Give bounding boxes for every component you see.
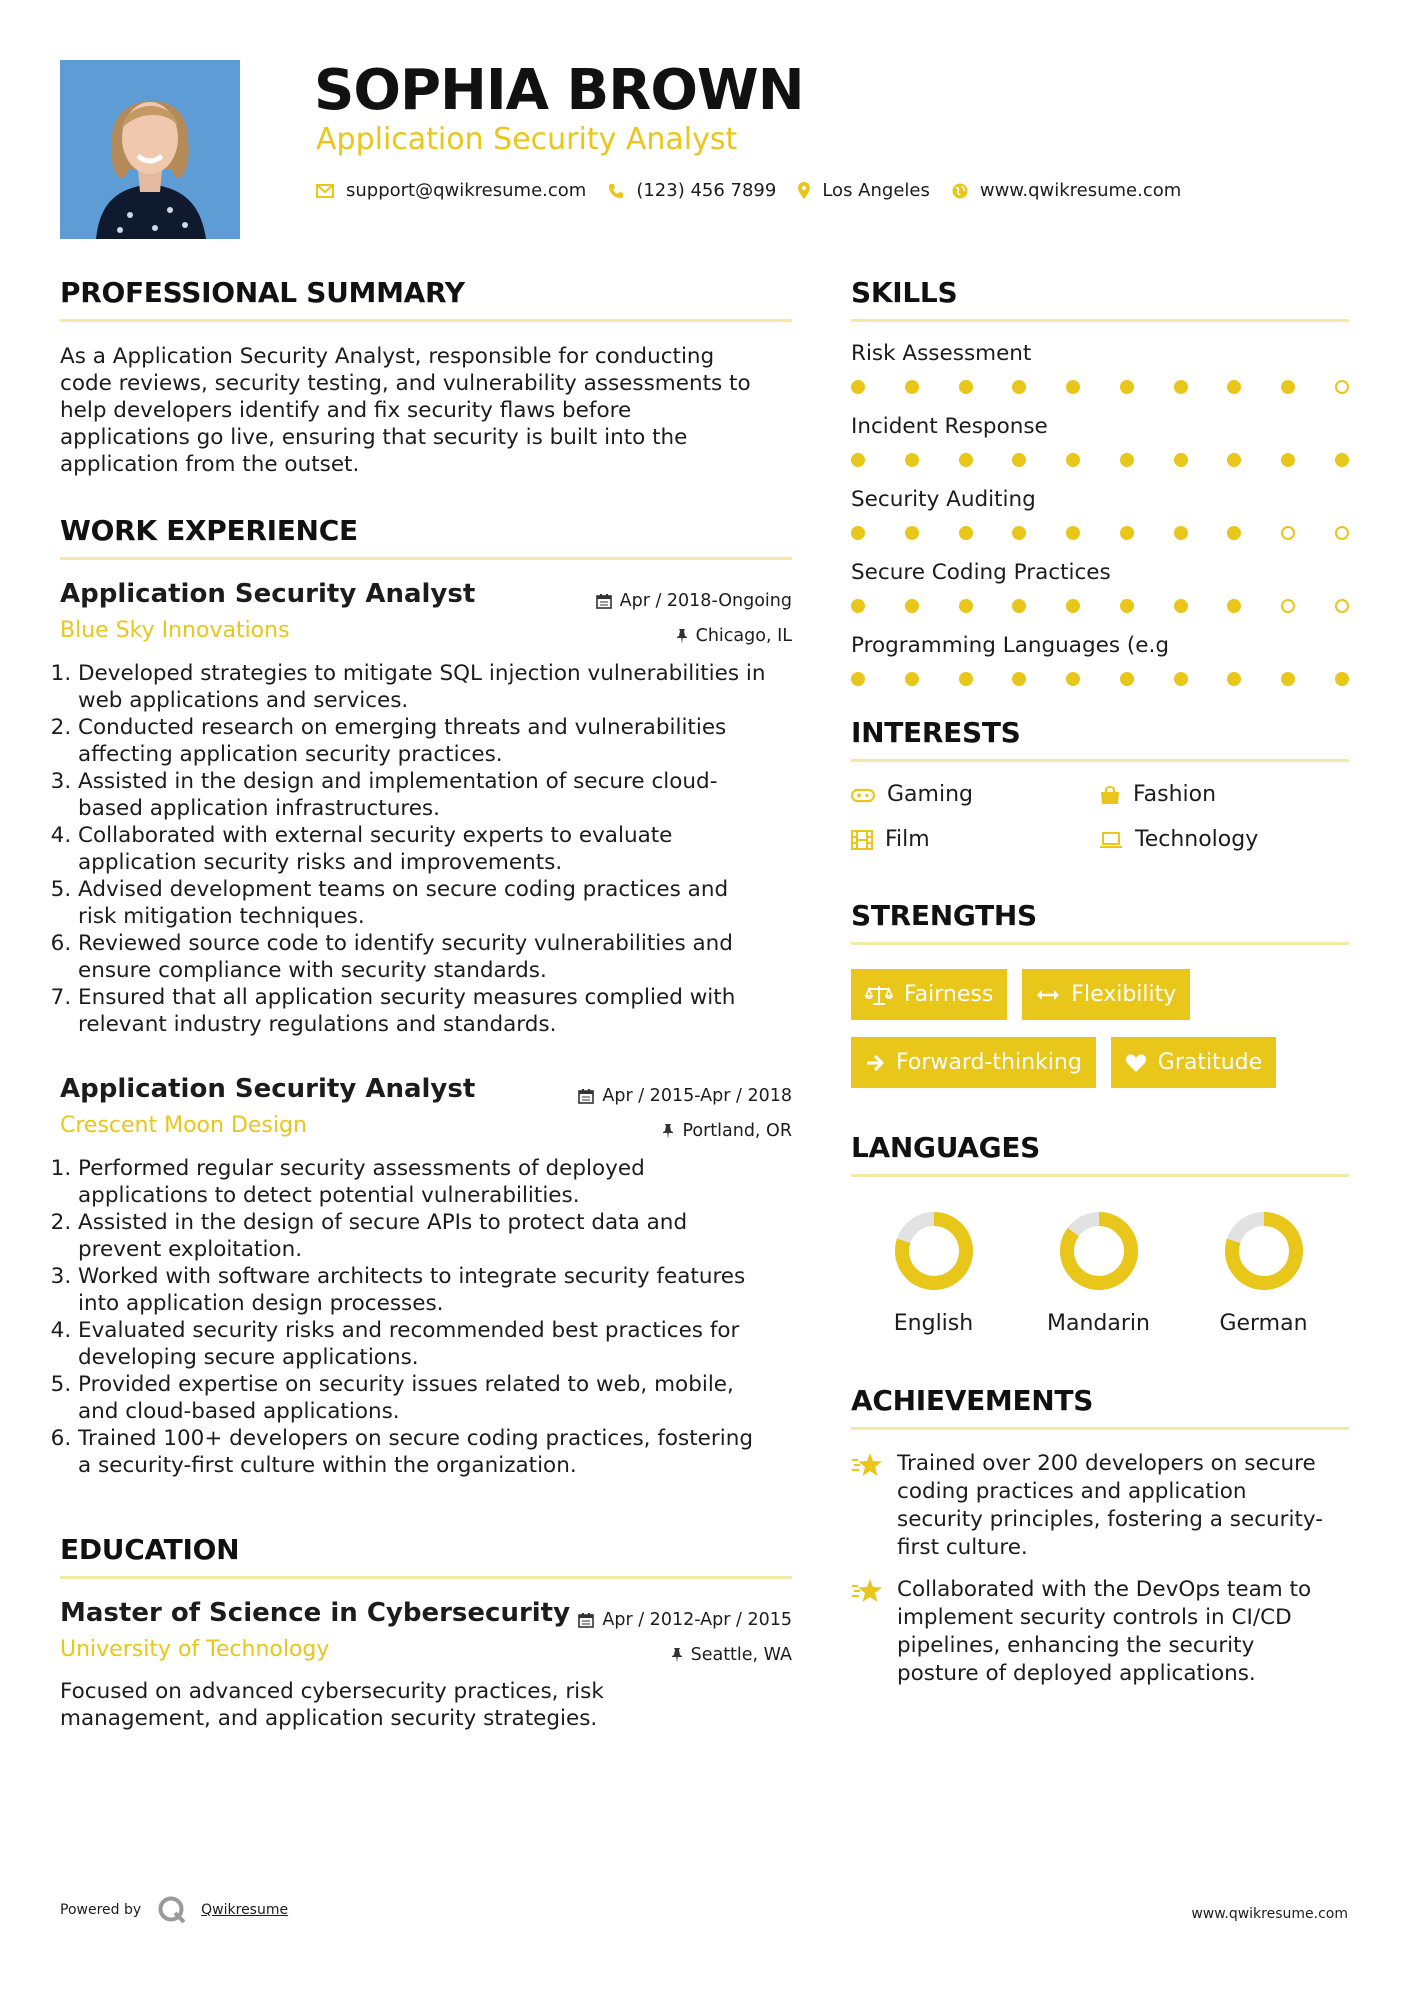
achievements-heading: ACHIEVEMENTS bbox=[851, 1384, 1094, 1417]
rating-dot-filled bbox=[1174, 672, 1188, 686]
star-icon bbox=[851, 1578, 883, 1604]
duty-line: Trained 100+ developers on secure coding practices, fostering bbox=[78, 1426, 753, 1451]
contact-location bbox=[798, 180, 930, 201]
job-location-text: Portland, OR bbox=[682, 1121, 792, 1141]
duty-line: developing secure applications. bbox=[78, 1345, 419, 1370]
achievement-line: Trained over 200 developers on secure bbox=[897, 1451, 1316, 1476]
strength-label: Flexibility bbox=[1071, 982, 1177, 1007]
duty-line: prevent exploitation. bbox=[78, 1237, 303, 1262]
degree-title: Master of Science in Cybersecurity bbox=[60, 1598, 571, 1628]
rating-dot-empty bbox=[1281, 526, 1295, 540]
list-item bbox=[78, 1425, 792, 1479]
interests-heading: INTERESTS bbox=[851, 716, 1021, 749]
achievement-line: Collaborated with the DevOps team to bbox=[897, 1577, 1312, 1602]
duty-line: into application design processes. bbox=[78, 1291, 444, 1316]
calendar-icon bbox=[596, 593, 612, 609]
rating-dot-filled bbox=[1066, 453, 1080, 467]
education-line: management, and application security strategies. bbox=[60, 1706, 598, 1731]
list-item bbox=[78, 1317, 792, 1371]
rating-dot-filled bbox=[1120, 672, 1134, 686]
candidate-title: Application Security Analyst bbox=[316, 122, 738, 157]
strength-tag bbox=[851, 969, 1007, 1020]
rating-dot-empty bbox=[1335, 380, 1349, 394]
school-name: University of Technology bbox=[60, 1637, 330, 1662]
rating-dot-filled bbox=[1066, 526, 1080, 540]
education-location-text: Seattle, WA bbox=[690, 1645, 792, 1665]
summary-line: As a Application Security Analyst, responsible for conducting bbox=[60, 344, 715, 369]
job-date bbox=[596, 591, 792, 611]
rating-dot-empty bbox=[1335, 599, 1349, 613]
section-divider bbox=[851, 319, 1349, 322]
contact-website[interactable] bbox=[952, 180, 1181, 201]
qwikresume-logo-icon bbox=[157, 1895, 187, 1925]
strength-label: Forward-thinking bbox=[896, 1050, 1082, 1075]
section-divider bbox=[851, 942, 1349, 945]
interest-label: Fashion bbox=[1133, 782, 1217, 807]
language-name: English bbox=[893, 1311, 974, 1336]
languages-section bbox=[851, 1131, 1349, 1336]
language-donut bbox=[1222, 1209, 1306, 1293]
list-item bbox=[78, 1263, 792, 1317]
job-title: Application Security Analyst bbox=[60, 1074, 476, 1104]
duty-line: Advised development teams on secure coding practices and bbox=[78, 877, 729, 902]
duty-line: applications to detect potential vulnerabilities. bbox=[78, 1183, 580, 1208]
summary-line: help developers identify and fix security flaws before bbox=[60, 398, 632, 423]
skill-name: Secure Coding Practices bbox=[851, 560, 1111, 585]
summary-section bbox=[60, 276, 792, 478]
contact-phone-text: (123) 456 7899 bbox=[636, 180, 777, 201]
duty-line: Worked with software architects to integrate security features bbox=[78, 1264, 746, 1289]
rating-dot-filled bbox=[1120, 526, 1134, 540]
skill-rating bbox=[851, 599, 1349, 613]
strength-tag bbox=[1111, 1037, 1276, 1088]
skill-item bbox=[851, 486, 1349, 540]
rating-dot-filled bbox=[1174, 453, 1188, 467]
summary-heading: PROFESSIONAL SUMMARY bbox=[60, 276, 465, 309]
pin-icon bbox=[676, 629, 688, 644]
skill-name: Programming Languages (e.g bbox=[851, 633, 1169, 658]
job-entry bbox=[60, 1074, 792, 1479]
job-location-text: Chicago, IL bbox=[695, 626, 792, 646]
rating-dot-filled bbox=[1120, 599, 1134, 613]
duty-line: Developed strategies to mitigate SQL injection vulnerabilities in bbox=[78, 661, 766, 686]
skill-item bbox=[851, 340, 1349, 394]
contact-website-text: www.qwikresume.com bbox=[979, 180, 1182, 201]
rating-dot-filled bbox=[1281, 380, 1295, 394]
rating-dot-filled bbox=[1281, 453, 1295, 467]
job-duties bbox=[60, 1155, 792, 1479]
strengths-section bbox=[851, 899, 1349, 1105]
languages-heading: LANGUAGES bbox=[851, 1131, 1041, 1164]
list-item bbox=[78, 822, 792, 876]
contact-bar bbox=[316, 180, 1203, 201]
job-company: Blue Sky Innovations bbox=[60, 618, 290, 643]
duty-line: Assisted in the design and implementation of secure cloud- bbox=[78, 769, 718, 794]
rating-dot-filled bbox=[959, 453, 973, 467]
rating-dot-filled bbox=[905, 599, 919, 613]
work-heading: WORK EXPERIENCE bbox=[60, 514, 358, 547]
achievement-line: posture of deployed applications. bbox=[897, 1661, 1256, 1686]
rating-dot-filled bbox=[1012, 526, 1026, 540]
rating-dot-empty bbox=[1281, 599, 1295, 613]
duty-line: Reviewed source code to identify security vulnerabilities and bbox=[78, 931, 733, 956]
contact-email-text: support@qwikresume.com bbox=[346, 180, 587, 201]
candidate-name: SOPHIA BROWN bbox=[314, 58, 804, 123]
duty-line: based application infrastructures. bbox=[78, 796, 440, 821]
calendar-icon bbox=[578, 1088, 594, 1104]
job-location bbox=[676, 626, 792, 646]
rating-dot-filled bbox=[1174, 526, 1188, 540]
achievement-line: security principles, fostering a security- bbox=[897, 1507, 1324, 1532]
rating-dot-filled bbox=[1227, 380, 1241, 394]
language-donut bbox=[892, 1209, 976, 1293]
rating-dot-filled bbox=[905, 526, 919, 540]
section-divider bbox=[60, 1576, 792, 1579]
rating-dot-filled bbox=[905, 380, 919, 394]
duty-line: a security-first culture within the organization. bbox=[78, 1453, 577, 1478]
balance-scale-icon bbox=[865, 984, 893, 1006]
envelope-icon bbox=[316, 184, 334, 198]
section-divider bbox=[60, 319, 792, 322]
duty-line: Conducted research on emerging threats and vulnerabilities bbox=[78, 715, 727, 740]
strength-tag bbox=[1022, 969, 1190, 1020]
rating-dot-filled bbox=[1227, 599, 1241, 613]
laptop-icon bbox=[1099, 831, 1123, 849]
map-marker-icon bbox=[798, 182, 810, 199]
interest-label: Gaming bbox=[887, 782, 973, 807]
education-section bbox=[60, 1533, 792, 1732]
duty-line: web applications and services. bbox=[78, 688, 409, 713]
language-donut bbox=[1057, 1209, 1141, 1293]
achievements-section bbox=[851, 1384, 1349, 1688]
rating-dot-filled bbox=[1227, 453, 1241, 467]
list-item bbox=[78, 660, 792, 714]
achievement-line: implement security controls in CI/CD bbox=[897, 1605, 1292, 1630]
duty-line: risk mitigation techniques. bbox=[78, 904, 365, 929]
rating-dot-filled bbox=[1174, 380, 1188, 394]
rating-dot-filled bbox=[1066, 380, 1080, 394]
summary-line: applications go live, ensuring that security is built into the bbox=[60, 425, 688, 450]
achievement-line: coding practices and application bbox=[897, 1479, 1247, 1504]
education-location bbox=[671, 1645, 792, 1665]
interests-section bbox=[851, 716, 1349, 852]
skill-name: Risk Assessment bbox=[851, 341, 1032, 366]
skill-name: Security Auditing bbox=[851, 487, 1036, 512]
skills-heading: SKILLS bbox=[851, 276, 958, 309]
list-item bbox=[78, 876, 792, 930]
skill-rating bbox=[851, 453, 1349, 467]
rating-dot-filled bbox=[905, 453, 919, 467]
achievement-item bbox=[851, 1450, 1349, 1562]
job-title: Application Security Analyst bbox=[60, 579, 476, 609]
interest-item bbox=[1099, 782, 1349, 807]
summary-line: application from the outset. bbox=[60, 452, 360, 477]
language-item bbox=[1016, 1209, 1181, 1336]
skill-rating bbox=[851, 526, 1349, 540]
list-item bbox=[78, 1155, 792, 1209]
contact-email[interactable] bbox=[316, 180, 586, 201]
skill-item bbox=[851, 632, 1349, 686]
job-location bbox=[662, 1121, 792, 1141]
pin-icon bbox=[671, 1648, 683, 1663]
language-item bbox=[851, 1209, 1016, 1336]
language-name: German bbox=[1219, 1311, 1308, 1336]
shopping-bag-icon bbox=[1099, 784, 1121, 806]
summary-line: code reviews, security testing, and vulnerability assessments to bbox=[60, 371, 751, 396]
right-column bbox=[851, 276, 1349, 1688]
rating-dot-filled bbox=[1120, 380, 1134, 394]
duty-line: Assisted in the design of secure APIs to protect data and bbox=[78, 1210, 688, 1235]
strengths-heading: STRENGTHS bbox=[851, 899, 1037, 932]
skill-name: Incident Response bbox=[851, 414, 1048, 439]
rating-dot-filled bbox=[851, 380, 865, 394]
interest-item bbox=[851, 782, 1099, 807]
achievement-line: first culture. bbox=[897, 1535, 1028, 1560]
arrow-right-icon bbox=[865, 1053, 885, 1073]
film-icon bbox=[851, 830, 873, 850]
duty-line: application security risks and improvements. bbox=[78, 850, 563, 875]
section-divider bbox=[851, 1427, 1349, 1430]
rating-dot-filled bbox=[1120, 453, 1134, 467]
skill-rating bbox=[851, 380, 1349, 394]
rating-dot-filled bbox=[1281, 672, 1295, 686]
interest-item bbox=[1099, 827, 1349, 852]
skills-section bbox=[851, 276, 1349, 686]
job-date bbox=[578, 1086, 792, 1106]
rating-dot-filled bbox=[959, 672, 973, 686]
education-date bbox=[578, 1610, 792, 1630]
duty-line: affecting application security practices. bbox=[78, 742, 503, 767]
list-item bbox=[78, 714, 792, 768]
rating-dot-filled bbox=[959, 526, 973, 540]
duty-line: ensure compliance with security standards. bbox=[78, 958, 547, 983]
strength-label: Fairness bbox=[904, 982, 994, 1007]
duty-line: relevant industry regulations and standards. bbox=[78, 1012, 557, 1037]
strength-tag bbox=[851, 1037, 1096, 1088]
list-item bbox=[78, 1209, 792, 1263]
duty-line: Performed regular security assessments of deployed bbox=[78, 1156, 645, 1181]
gamepad-icon bbox=[851, 787, 875, 803]
star-icon bbox=[851, 1452, 883, 1478]
education-date-text: Apr / 2012-Apr / 2015 bbox=[602, 1610, 792, 1630]
job-date-text: Apr / 2015-Apr / 2018 bbox=[602, 1086, 792, 1106]
profile-photo bbox=[60, 60, 240, 239]
duty-line: Ensured that all application security measures complied with bbox=[78, 985, 736, 1010]
rating-dot-filled bbox=[1335, 672, 1349, 686]
achievement-line: pipelines, enhancing the security bbox=[897, 1633, 1255, 1658]
skill-item bbox=[851, 559, 1349, 613]
list-item bbox=[78, 984, 792, 1038]
brand-link[interactable]: Qwikresume bbox=[201, 1902, 289, 1918]
section-divider bbox=[60, 557, 792, 560]
strength-label: Gratitude bbox=[1157, 1050, 1263, 1075]
interest-label: Technology bbox=[1135, 827, 1259, 852]
rating-dot-filled bbox=[959, 380, 973, 394]
rating-dot-filled bbox=[1227, 672, 1241, 686]
achievement-item bbox=[851, 1576, 1349, 1688]
rating-dot-filled bbox=[1012, 599, 1026, 613]
language-name: Mandarin bbox=[1047, 1311, 1150, 1336]
rating-dot-filled bbox=[1012, 380, 1026, 394]
footer-powered-by bbox=[60, 1895, 288, 1925]
rating-dot-filled bbox=[1174, 599, 1188, 613]
rating-dot-filled bbox=[1012, 453, 1026, 467]
pin-icon bbox=[662, 1124, 674, 1139]
job-entry bbox=[60, 579, 792, 1038]
phone-icon bbox=[608, 183, 624, 199]
rating-dot-filled bbox=[851, 672, 865, 686]
rating-dot-filled bbox=[1012, 672, 1026, 686]
rating-dot-filled bbox=[851, 599, 865, 613]
heart-icon bbox=[1125, 1053, 1147, 1073]
list-item bbox=[78, 768, 792, 822]
interest-label: Film bbox=[885, 827, 930, 852]
powered-by-label: Powered by bbox=[60, 1902, 142, 1918]
duty-line: and cloud-based applications. bbox=[78, 1399, 400, 1424]
rating-dot-filled bbox=[851, 526, 865, 540]
duty-line: Collaborated with external security experts to evaluate bbox=[78, 823, 673, 848]
education-entry bbox=[60, 1598, 792, 1732]
interest-item bbox=[851, 827, 1099, 852]
duty-line: Evaluated security risks and recommended best practices for bbox=[78, 1318, 740, 1343]
calendar-icon bbox=[578, 1612, 594, 1628]
rating-dot-filled bbox=[1335, 453, 1349, 467]
section-divider bbox=[851, 1174, 1349, 1177]
education-heading: EDUCATION bbox=[60, 1533, 240, 1566]
footer-website[interactable]: www.qwikresume.com bbox=[1191, 1906, 1348, 1922]
education-line: Focused on advanced cybersecurity practices, risk bbox=[60, 1679, 604, 1704]
left-column bbox=[60, 276, 792, 1732]
job-date-text: Apr / 2018-Ongoing bbox=[619, 591, 792, 611]
skill-item bbox=[851, 413, 1349, 467]
rating-dot-filled bbox=[959, 599, 973, 613]
skill-rating bbox=[851, 672, 1349, 686]
job-duties bbox=[60, 660, 792, 1038]
rating-dot-filled bbox=[851, 453, 865, 467]
arrows-horizontal-icon bbox=[1036, 988, 1060, 1002]
rating-dot-empty bbox=[1335, 526, 1349, 540]
section-divider bbox=[851, 759, 1349, 762]
rating-dot-filled bbox=[1066, 672, 1080, 686]
work-section bbox=[60, 514, 792, 1479]
contact-location-text: Los Angeles bbox=[822, 180, 930, 201]
rating-dot-filled bbox=[1227, 526, 1241, 540]
list-item bbox=[78, 930, 792, 984]
language-item bbox=[1181, 1209, 1346, 1336]
duty-line: Provided expertise on security issues related to web, mobile, bbox=[78, 1372, 734, 1397]
list-item bbox=[78, 1371, 792, 1425]
rating-dot-filled bbox=[905, 672, 919, 686]
rating-dot-filled bbox=[1066, 599, 1080, 613]
contact-phone[interactable] bbox=[608, 180, 776, 201]
job-company: Crescent Moon Design bbox=[60, 1113, 307, 1138]
globe-icon bbox=[952, 183, 968, 199]
